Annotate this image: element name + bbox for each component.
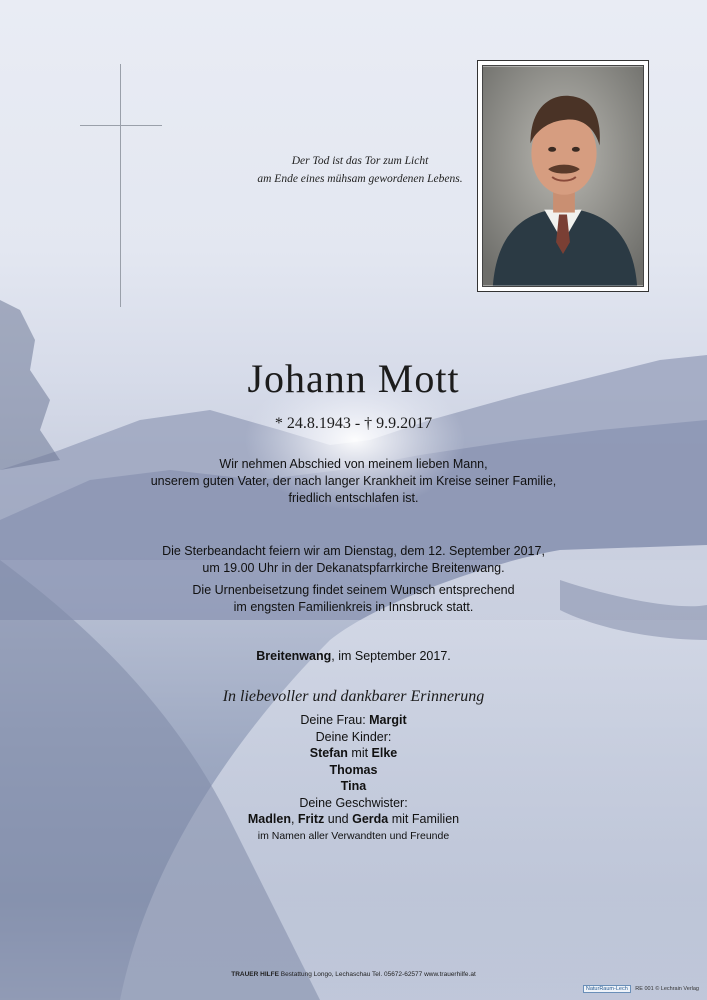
- footer-text: Bestattung Longo, Lechaschau Tel. 05672-62577 www.trauerhilfe.at: [278, 971, 476, 978]
- child-line: [0, 745, 707, 762]
- footer-brand: TRAUER HILFE: [231, 971, 279, 978]
- service-line: um 19.00 Uhr in der Dekanatspfarrkirche Breitenwang.: [202, 561, 505, 575]
- burial-line: im engsten Familienkreis in Innsbruck statt.: [233, 600, 474, 614]
- child-partner-name: Elke: [371, 746, 398, 760]
- corner-credit: [583, 985, 699, 993]
- siblings-label: Deine Geschwister:: [299, 795, 408, 810]
- portrait-frame: [477, 60, 649, 292]
- life-dates: * 24.8.1943 - † 9.9.2017: [274, 415, 433, 432]
- siblings-suffix: mit Familien: [388, 812, 460, 826]
- place-name: Breitenwang: [256, 649, 332, 663]
- sibling-name: Gerda: [352, 812, 389, 826]
- place-date-rest: , im September 2017.: [331, 649, 451, 663]
- service-text: [0, 543, 707, 577]
- child-connector: mit: [347, 746, 372, 760]
- announcement-line: unserem guten Vater, der nach langer Krankheit im Kreise seiner Familie,: [150, 474, 557, 488]
- portrait-photo: [482, 65, 644, 287]
- memorial-quote: [220, 152, 500, 188]
- footer-credit: [0, 971, 707, 978]
- cross-icon-horizontal: [80, 125, 162, 126]
- sibling-name: Madlen: [247, 812, 291, 826]
- announcement-line: Wir nehmen Abschied von meinem lieben Mann,: [219, 457, 488, 471]
- quote-line: Der Tod ist das Tor zum Licht: [291, 155, 429, 167]
- quote-line: am Ende eines mühsam gewordenen Lebens.: [257, 173, 463, 185]
- sibling-name: Fritz: [297, 812, 325, 826]
- wife-name: Margit: [369, 713, 407, 727]
- relatives-line: im Namen aller Verwandten und Freunde: [257, 829, 450, 842]
- sibling-separator: ,: [290, 812, 298, 826]
- wife-line: [0, 712, 707, 729]
- sibling-separator: und: [324, 812, 353, 826]
- announcement-line: friedlich entschlafen ist.: [288, 491, 419, 505]
- service-line: Die Sterbeandacht feiern wir am Dienstag, dem 12. September 2017,: [162, 544, 545, 558]
- burial-line: Die Urnenbeisetzung findet seinem Wunsch entsprechend: [192, 583, 515, 597]
- family-list: [0, 712, 707, 844]
- child-name: Tina: [340, 779, 367, 793]
- place-date: [0, 648, 707, 665]
- child-name: Stefan: [309, 746, 348, 760]
- memory-line: In liebevoller und dankbarer Erinnerung: [222, 688, 485, 705]
- siblings-line: [0, 811, 707, 828]
- copyright-text: © Lechrain Verlag: [655, 986, 699, 992]
- wife-label: Deine Frau:: [300, 713, 370, 727]
- naturraum-tag: NaturRaum-Lech: [583, 985, 631, 993]
- burial-text: [0, 582, 707, 616]
- children-label: Deine Kinder:: [315, 729, 392, 744]
- announcement-text: [0, 456, 707, 507]
- deceased-name: Johann Mott: [247, 356, 460, 401]
- product-code: RE 001: [635, 986, 654, 992]
- cross-icon-vertical: [120, 64, 121, 307]
- child-name: Thomas: [329, 762, 378, 777]
